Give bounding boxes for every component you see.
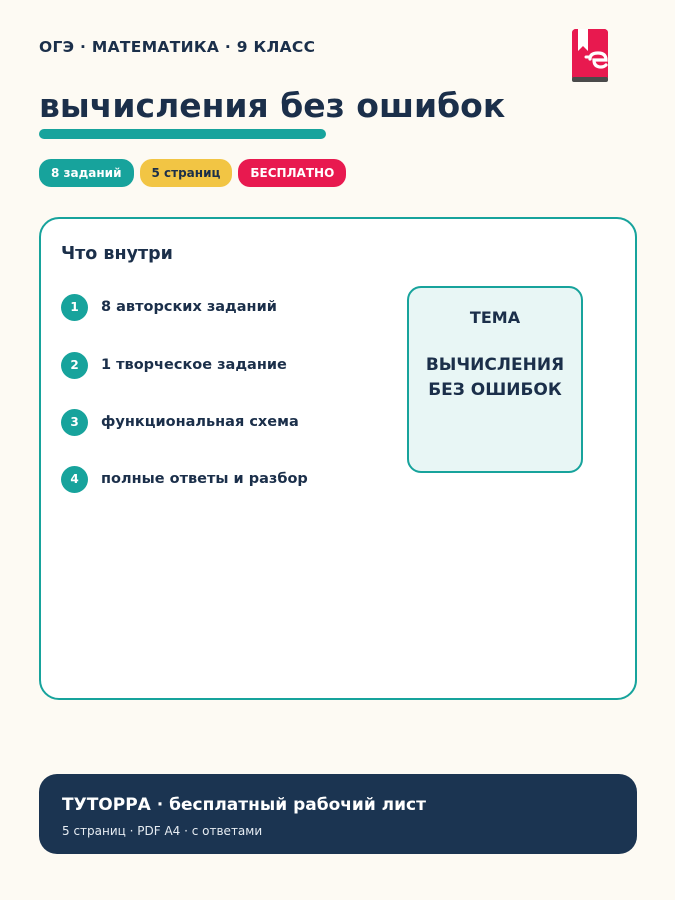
item-text: полные ответы и разбор xyxy=(101,471,308,487)
list-item xyxy=(61,351,381,379)
topic-name xyxy=(409,353,581,403)
list-item xyxy=(61,293,381,321)
list-item xyxy=(61,408,381,436)
topic-label: ТЕМА xyxy=(469,308,521,327)
badge-row xyxy=(39,159,346,187)
topic-name-line-1: ВЫЧИСЛЕНИЯ xyxy=(425,355,565,375)
page-title: вычисления без ошибок xyxy=(39,86,506,125)
footer-subtitle: 5 страниц · PDF A4 · с ответами xyxy=(62,824,263,838)
tasks-count-badge: 8 заданий xyxy=(39,159,134,187)
bookmark-book-logo-icon xyxy=(568,27,612,85)
contents-panel xyxy=(39,217,637,700)
item-text: 8 авторских заданий xyxy=(101,299,277,315)
title-underline xyxy=(39,129,326,139)
list-item xyxy=(61,465,381,493)
item-number: 2 xyxy=(61,352,88,379)
item-number: 3 xyxy=(61,409,88,436)
footer-banner xyxy=(39,774,637,854)
item-text: 1 творческое задание xyxy=(101,357,287,373)
subject-kicker: ОГЭ · МАТЕМАТИКА · 9 КЛАСС xyxy=(39,38,316,56)
topic-name-line-2: БЕЗ ОШИБОК xyxy=(428,380,562,400)
item-number: 1 xyxy=(61,294,88,321)
item-text: функциональная схема xyxy=(101,414,299,430)
free-badge: БЕСПЛАТНО xyxy=(238,159,346,187)
pages-count-badge: 5 страниц xyxy=(140,159,233,187)
item-number: 4 xyxy=(61,466,88,493)
footer-title: ТУТОРРА · бесплатный рабочий лист xyxy=(62,795,426,815)
topic-card xyxy=(407,286,583,473)
contents-heading: Что внутри xyxy=(61,244,173,264)
